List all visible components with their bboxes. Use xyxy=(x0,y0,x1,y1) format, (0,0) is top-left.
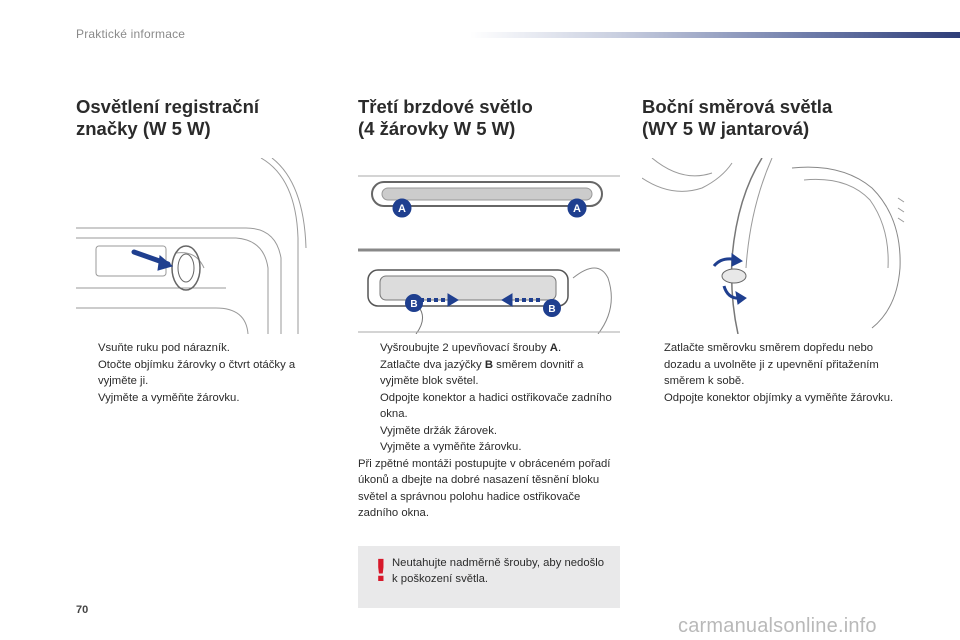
heading-side-indicators: Boční směrová světla (WY 5 W jantarová) xyxy=(642,96,833,139)
step-item: Otočte objímku žárovky o čtvrt otáčky a vyjměte ji. xyxy=(98,358,296,387)
callout-a-left: A xyxy=(398,203,406,215)
illustration-license-plate-light xyxy=(76,158,308,334)
step-item: Zatlačte směrovku směrem dopředu nebo dozadu a uvolněte ji z upevnění přitažením směrem k sobě. xyxy=(664,342,879,387)
step-item: Odpojte konektor a hadici ostřikovače zadního okna. xyxy=(380,391,612,420)
watermark: carmanualsonline.info xyxy=(678,615,877,637)
heading-third-brake-light: Třetí brzdové světlo (4 žárovky W 5 W) xyxy=(358,96,533,139)
steps-third-brake-light xyxy=(358,340,620,522)
illustration-side-indicator xyxy=(642,158,910,334)
heading-license-plate-light: Osvětlení registrační značky (W 5 W) xyxy=(76,96,260,139)
column-side-indicators xyxy=(642,96,904,140)
header-gradient-bar xyxy=(470,32,960,38)
step-item: Vsuňte ruku pod nárazník. xyxy=(98,342,230,354)
column-third-brake-light xyxy=(358,96,620,140)
callout-a-right: A xyxy=(573,203,581,215)
illustration-third-brake-light xyxy=(358,158,620,334)
step-item: Vyjměte a vyměňte žárovku. xyxy=(380,441,522,453)
page-number: 70 xyxy=(76,604,89,616)
callout-b-left: B xyxy=(410,299,418,310)
step-item: Vyjměte a vyměňte žárovku. xyxy=(98,391,240,404)
column-license-plate-light xyxy=(76,96,326,140)
section-title: Praktické informace xyxy=(76,27,186,41)
warning-panel xyxy=(358,546,620,608)
warning-text: Neutahujte nadměrně šrouby, aby nedošlo k poškození světla. xyxy=(392,557,605,585)
warning-icon: ! xyxy=(374,554,388,589)
reassembly-note: Při zpětné montáži postupujte v obráceném pořadí úkonů a dbejte na dobré nasazení těsnění bloku světel a správnou polohu hadice ostřikovače zadního okna. xyxy=(358,457,611,519)
steps-license-plate-light xyxy=(76,340,326,406)
steps-side-indicators xyxy=(642,340,904,406)
callout-b-right: B xyxy=(548,304,556,315)
step-item: Vyjměte držák žárovek. xyxy=(380,424,497,437)
step-item: Zatlačte dva jazýčky B směrem dovnitř a vyjměte blok světel. xyxy=(380,358,584,387)
step-item: Vyšroubujte 2 upevňovací šrouby A. xyxy=(380,342,562,354)
step-item: Odpojte konektor objímky a vyměňte žárovku. xyxy=(664,391,894,404)
